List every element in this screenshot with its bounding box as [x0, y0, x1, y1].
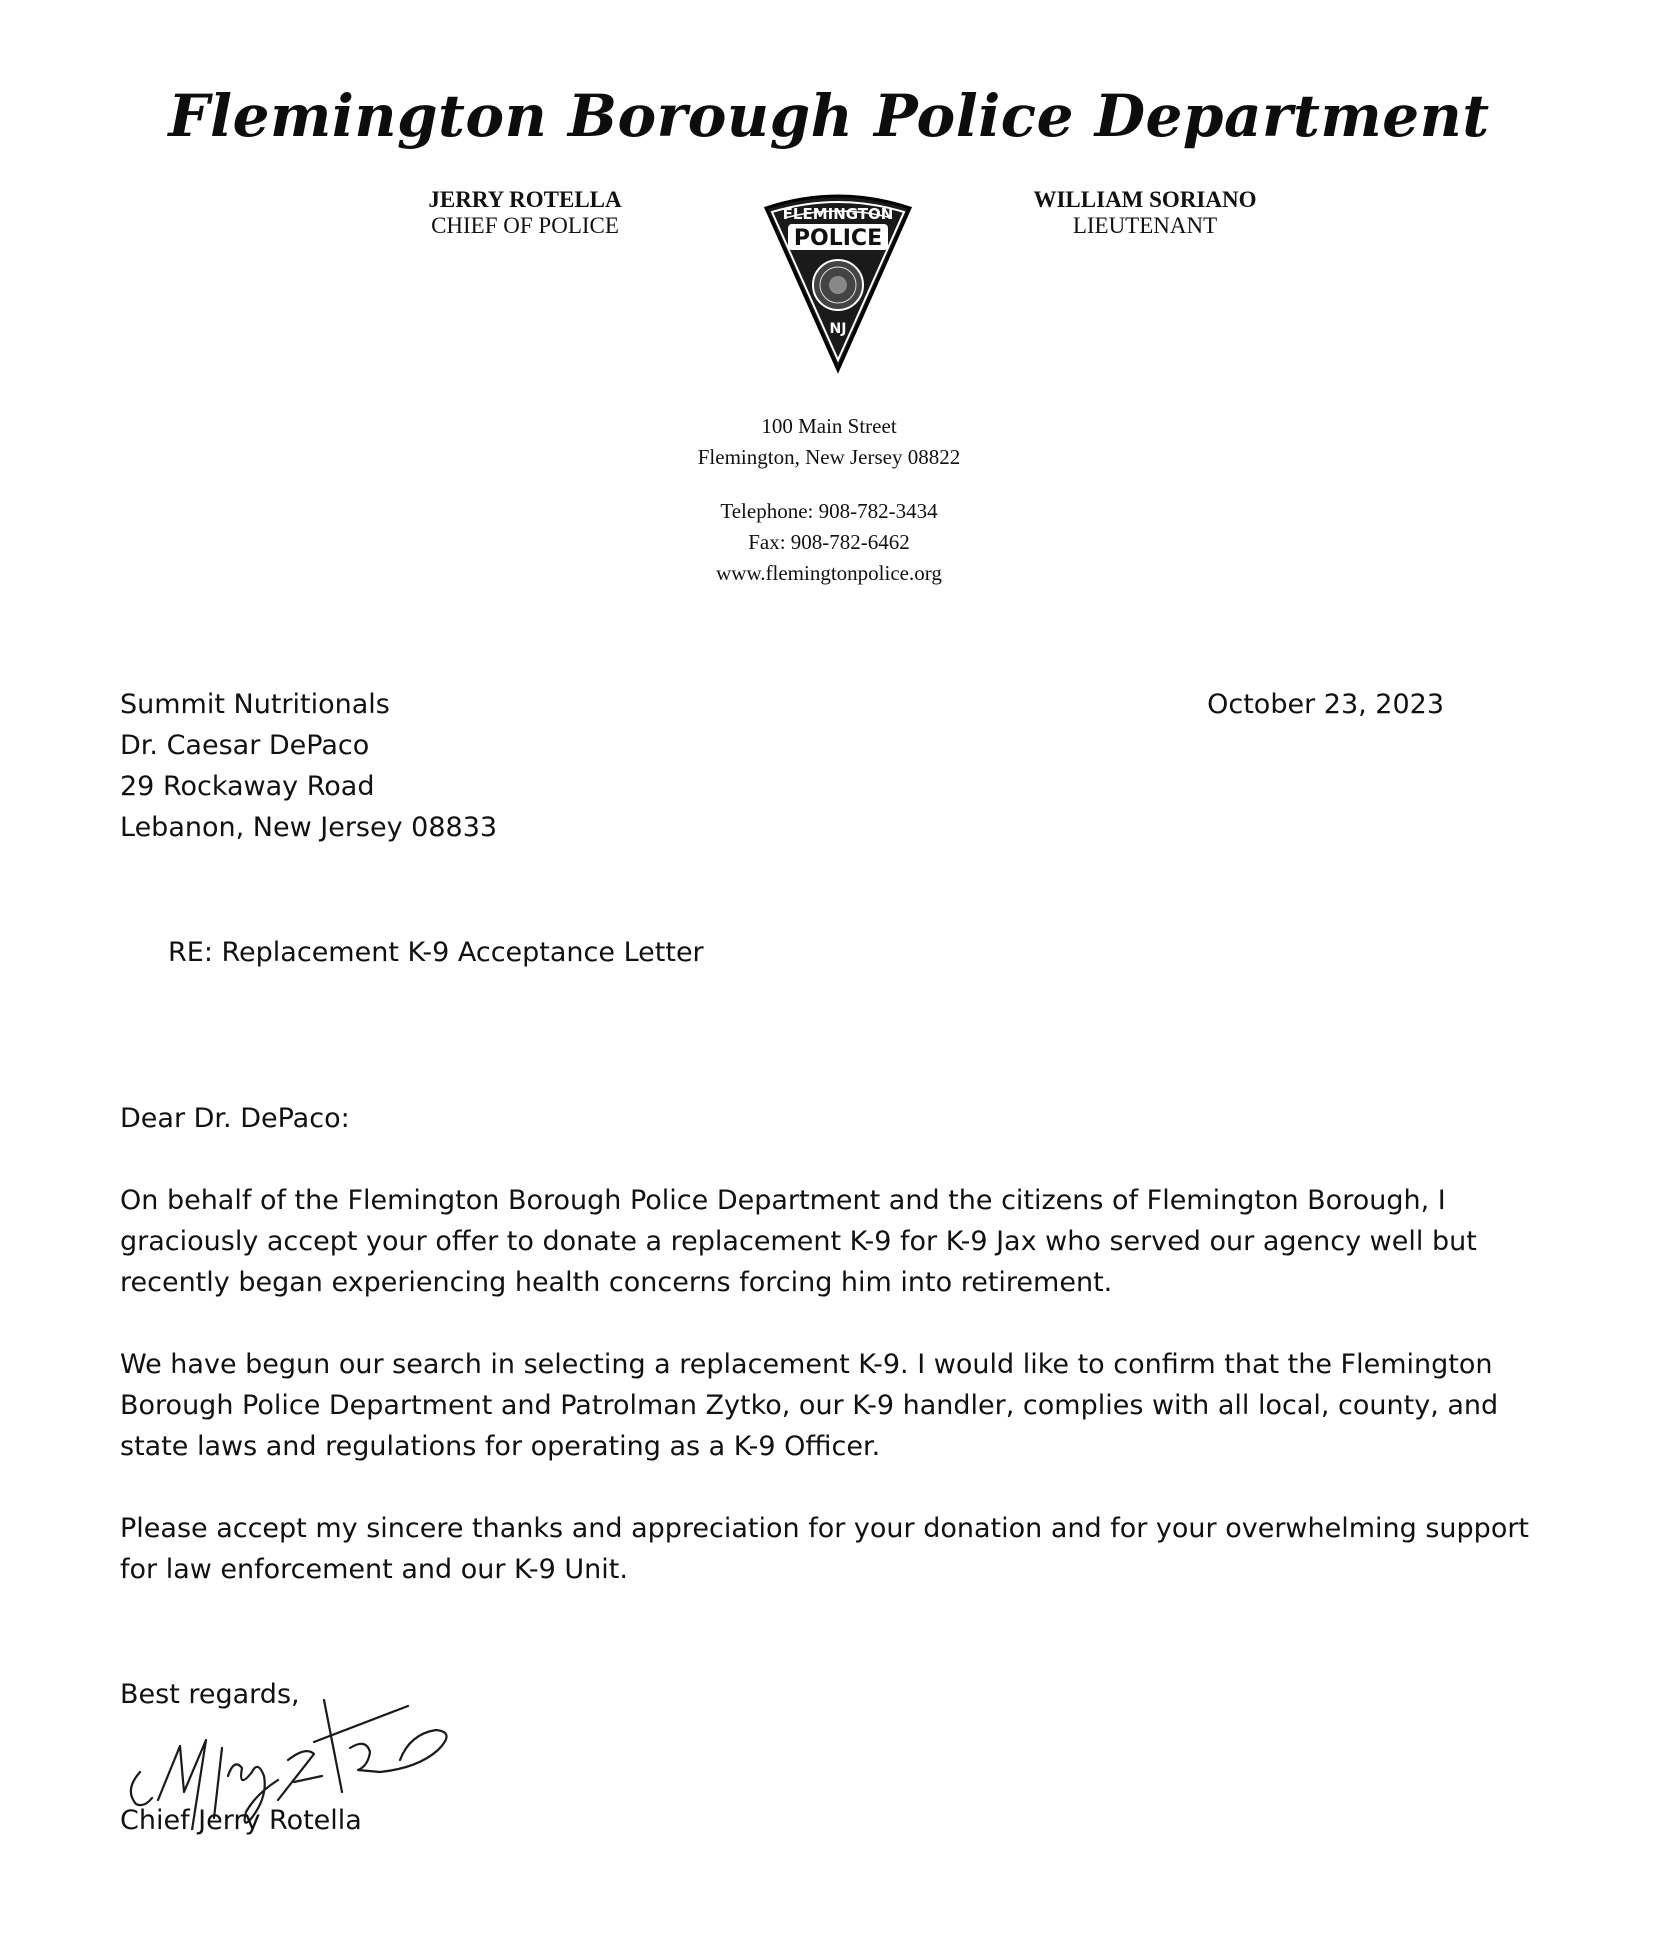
paragraph-line: for law enforcement and our K-9 Unit. — [120, 1554, 628, 1585]
paragraph-3 — [120, 1508, 1560, 1590]
paragraph-2 — [120, 1344, 1560, 1467]
paragraph-line: We have begun our search in selecting a replacement K-9. I would like to confirm that the Flemington — [120, 1349, 1493, 1380]
police-badge-icon — [758, 190, 918, 375]
paragraph-line: Please accept my sincere thanks and appreciation for your donation and for your overwhelming support — [120, 1513, 1530, 1544]
closing: Best regards, — [120, 1679, 300, 1710]
recipient-line: Dr. Caesar DePaco — [120, 730, 370, 761]
recipient-line: 29 Rockaway Road — [120, 771, 375, 802]
address-block — [0, 411, 1658, 473]
letter-date: October 23, 2023 — [1207, 689, 1444, 720]
badge-main-text: POLICE — [793, 226, 883, 251]
signature-name: Chief Jerry Rotella — [120, 1805, 362, 1836]
fax: Fax: 908-782-6462 — [748, 530, 910, 554]
lieutenant-block — [1000, 187, 1290, 239]
paragraph-line: On behalf of the Flemington Borough Police Department and the citizens of Flemington Borough, I — [120, 1185, 1446, 1216]
badge-bottom-text: NJ — [829, 321, 847, 337]
letterhead-title: Flemington Borough Police Department — [168, 82, 1490, 150]
recipient-line: Summit Nutritionals — [120, 689, 390, 720]
paragraph-line: recently began experiencing health concerns forcing him into retirement. — [120, 1267, 1113, 1298]
chief-name: JERRY ROTELLA — [428, 187, 622, 212]
contact-block — [0, 496, 1658, 589]
paragraph-line: graciously accept your offer to donate a replacement K-9 for K-9 Jax who served our agency well but — [120, 1226, 1477, 1257]
website: www.flemingtonpolice.org — [716, 561, 942, 585]
chief-title: CHIEF OF POLICE — [431, 213, 619, 238]
address-line1: 100 Main Street — [761, 414, 897, 438]
badge-top-text: FLEMINGTON — [782, 205, 894, 223]
address-line2: Flemington, New Jersey 08822 — [697, 445, 961, 469]
recipient-line: Lebanon, New Jersey 08833 — [120, 812, 498, 843]
telephone: Telephone: 908-782-3434 — [720, 499, 938, 523]
paragraph-1 — [120, 1180, 1560, 1303]
chief-block — [380, 187, 670, 239]
lieutenant-title: LIEUTENANT — [1072, 213, 1218, 238]
paragraph-line: Borough Police Department and Patrolman Zytko, our K-9 handler, complies with all local, county, and — [120, 1390, 1499, 1421]
recipient-address — [120, 684, 497, 848]
paragraph-line: state laws and regulations for operating as a K-9 Officer. — [120, 1431, 881, 1462]
salutation: Dear Dr. DePaco: — [120, 1103, 350, 1134]
lieutenant-name: WILLIAM SORIANO — [1033, 187, 1257, 212]
subject-line: RE: Replacement K-9 Acceptance Letter — [168, 937, 704, 968]
